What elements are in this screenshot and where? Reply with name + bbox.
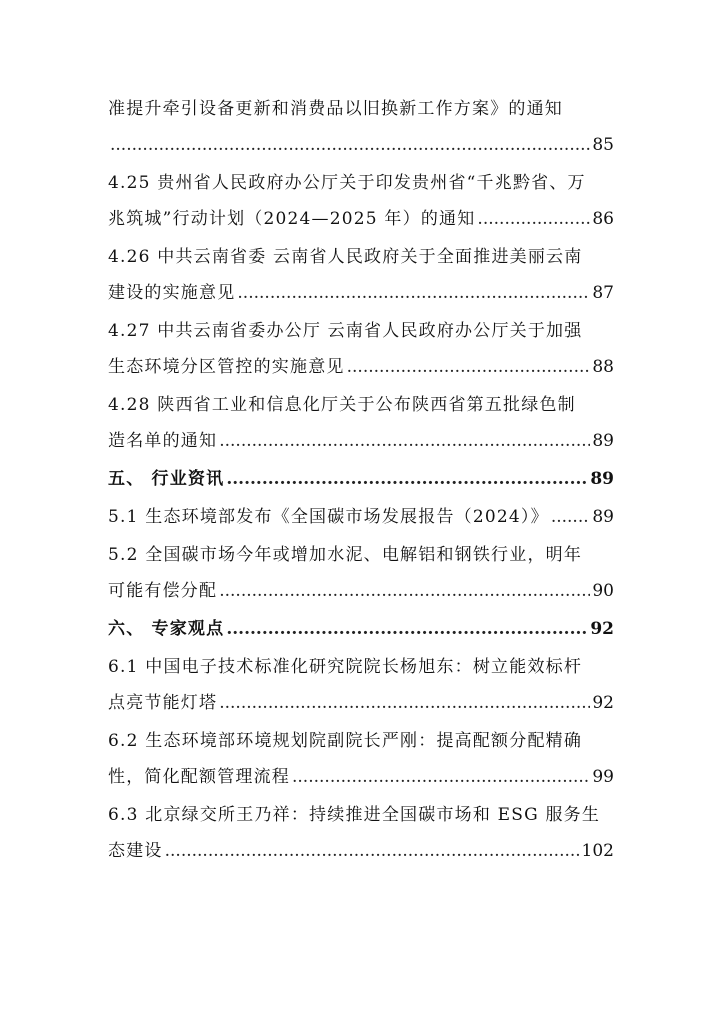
toc-page-number: 92	[592, 693, 614, 713]
toc-entry[interactable]	[108, 91, 614, 163]
toc-leader-dots	[219, 573, 590, 609]
toc-page-number: 89	[592, 507, 614, 527]
toc-entry-text: 4.27 中共云南省委办公厅 云南省人民政府办公厅关于加强	[108, 321, 583, 341]
toc-entry-text: 造名单的通知	[108, 431, 218, 451]
toc-entry-text: 兆筑城”行动计划（2024—2025 年）的通知	[108, 209, 476, 229]
toc-entry-text: 态建设	[108, 841, 163, 861]
table-of-contents	[108, 91, 614, 871]
toc-page-number: 89	[590, 469, 614, 489]
toc-page-number: 89	[592, 431, 614, 451]
toc-entry-text: 5.2 全国碳市场今年或增加水泥、电解铝和钢铁行业，明年	[108, 545, 583, 565]
toc-leader-dots	[237, 275, 590, 311]
toc-entry-line	[108, 723, 614, 759]
toc-entry-last-line	[108, 127, 614, 163]
toc-entry-text: 准提升牵引设备更新和消费品以旧换新工作方案》的通知	[108, 99, 563, 119]
toc-leader-dots	[165, 833, 580, 869]
toc-entry-line	[108, 387, 614, 423]
toc-entry-line	[108, 537, 614, 573]
toc-entry[interactable]	[108, 387, 614, 459]
toc-entry-last-line	[108, 833, 614, 869]
toc-entry-text: 生态环境分区管控的实施意见	[108, 357, 345, 377]
toc-entry-line	[108, 649, 614, 685]
toc-entry-text: 可能有偿分配	[108, 581, 218, 601]
toc-entry-text: 五、 行业资讯	[108, 469, 225, 489]
toc-entry[interactable]	[108, 165, 614, 237]
toc-entry-text: 性，简化配额管理流程	[108, 767, 290, 787]
toc-leader-dots	[551, 499, 591, 535]
toc-entry[interactable]	[108, 499, 614, 535]
toc-entry-text: 4.26 中共云南省委 云南省人民政府关于全面推进美丽云南	[108, 247, 583, 267]
toc-page-number: 88	[592, 357, 614, 377]
toc-entry[interactable]	[108, 723, 614, 795]
toc-leader-dots	[226, 461, 588, 497]
toc-entry-text: 6.1 中国电子技术标准化研究院院长杨旭东：树立能效标杆	[108, 657, 583, 677]
toc-entry[interactable]	[108, 313, 614, 385]
toc-section-heading[interactable]	[108, 611, 614, 647]
toc-entry-last-line	[108, 611, 614, 647]
toc-entry-last-line	[108, 573, 614, 609]
toc-leader-dots	[219, 685, 590, 721]
toc-leader-dots	[226, 611, 588, 647]
toc-entry-line	[108, 239, 614, 275]
toc-leader-dots	[219, 423, 590, 459]
toc-leader-dots	[477, 201, 590, 237]
toc-entry-last-line	[108, 461, 614, 497]
toc-entry-text: 5.1 生态环境部发布《全国碳市场发展报告（2024）》	[108, 507, 549, 527]
toc-entry[interactable]	[108, 537, 614, 609]
toc-leader-dots	[347, 349, 591, 385]
toc-entry-text: 4.28 陕西省工业和信息化厅关于公布陕西省第五批绿色制	[108, 395, 576, 415]
toc-entry-last-line	[108, 201, 614, 237]
toc-entry[interactable]	[108, 649, 614, 721]
toc-page-number: 102	[581, 841, 614, 861]
toc-entry-last-line	[108, 349, 614, 385]
toc-entry[interactable]	[108, 239, 614, 311]
toc-section-heading[interactable]	[108, 461, 614, 497]
toc-leader-dots	[292, 759, 590, 795]
toc-page-number: 85	[592, 135, 614, 155]
toc-entry-text: 6.2 生态环境部环境规划院副院长严刚：提高配额分配精确	[108, 731, 583, 751]
toc-page-number: 87	[592, 283, 614, 303]
toc-entry-last-line	[108, 499, 614, 535]
toc-page-number: 90	[592, 581, 614, 601]
toc-leader-dots	[110, 127, 590, 163]
toc-entry-line	[108, 91, 614, 127]
toc-entry-text: 6.3 北京绿交所王乃祥：持续推进全国碳市场和 ESG 服务生	[108, 805, 601, 825]
toc-entry-text: 点亮节能灯塔	[108, 693, 218, 713]
toc-entry-last-line	[108, 685, 614, 721]
toc-page-number: 92	[590, 619, 614, 639]
toc-entry-text: 六、 专家观点	[108, 619, 225, 639]
toc-entry-last-line	[108, 759, 614, 795]
toc-entry-last-line	[108, 275, 614, 311]
toc-entry-line	[108, 797, 614, 833]
toc-entry-text: 建设的实施意见	[108, 283, 236, 303]
toc-page-number: 86	[592, 209, 614, 229]
toc-page-number: 99	[592, 767, 614, 787]
toc-entry[interactable]	[108, 797, 614, 869]
toc-entry-line	[108, 165, 614, 201]
toc-entry-last-line	[108, 423, 614, 459]
toc-entry-line	[108, 313, 614, 349]
toc-entry-text: 4.25 贵州省人民政府办公厅关于印发贵州省“千兆黔省、万	[108, 173, 586, 193]
